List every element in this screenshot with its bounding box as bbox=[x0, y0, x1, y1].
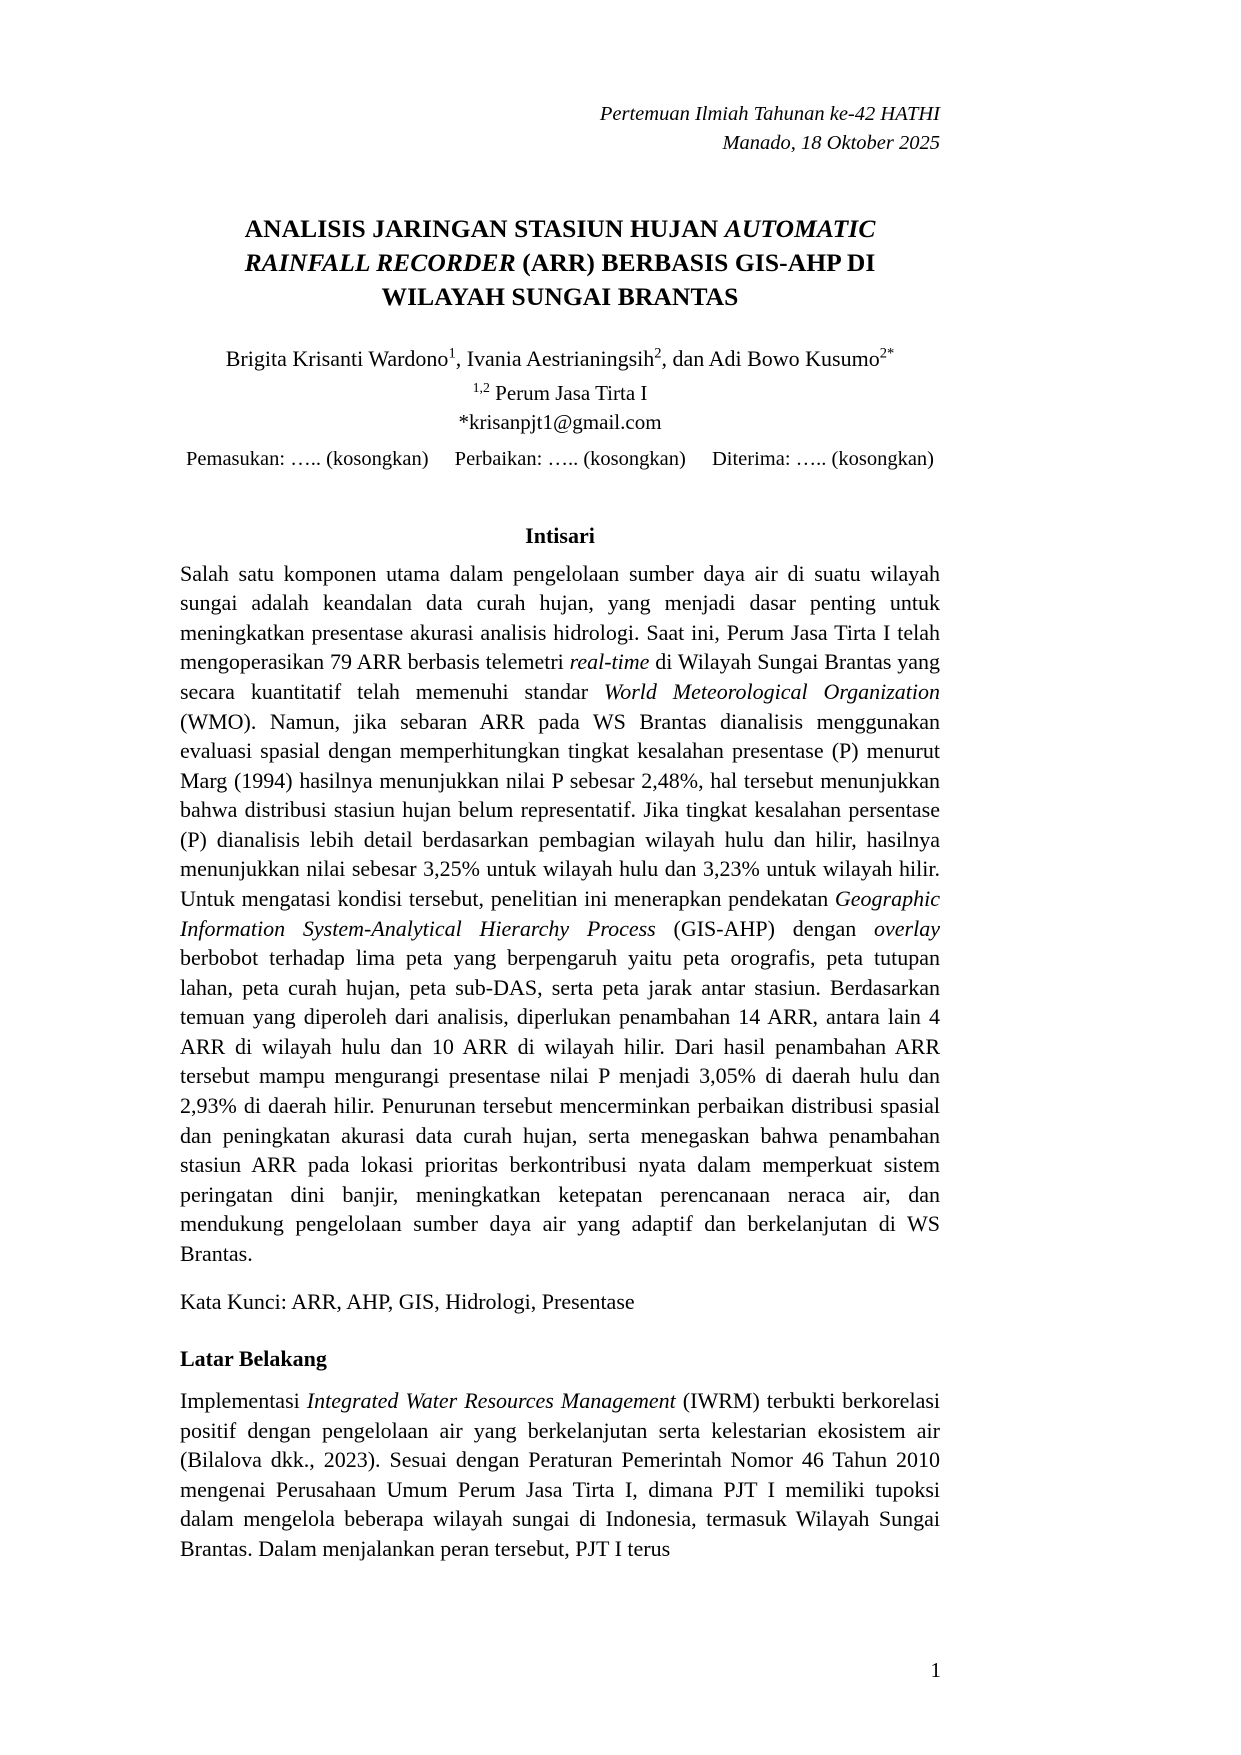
submission-pemasukan: Pemasukan: ….. (kosongkan) bbox=[186, 447, 429, 470]
background-italic-iwrm: Integrated Water Resources Management bbox=[306, 1388, 676, 1414]
abstract-italic-real-time: real-time bbox=[569, 649, 650, 675]
abstract-paragraph bbox=[180, 559, 940, 1269]
page-title bbox=[180, 212, 940, 314]
background-text-a: Implementasi bbox=[180, 1388, 307, 1414]
page-content bbox=[180, 100, 940, 1564]
affiliation-text: Perum Jasa Tirta I bbox=[489, 381, 648, 406]
abstract-italic-overlay: overlay bbox=[874, 915, 940, 941]
abstract-italic-wmo: World Meteorological Organization bbox=[603, 678, 941, 704]
running-header bbox=[180, 100, 940, 158]
abstract-text-b: di Wilayah Sungai Brantas yang secara kuantitatif telah memenuhi standar bbox=[180, 649, 941, 704]
author-name-2: Ivania Aestrianingsih bbox=[466, 345, 655, 371]
author-name-1: Brigita Krisanti Wardono bbox=[225, 345, 449, 371]
author-name-3: Adi Bowo Kusumo bbox=[708, 345, 880, 371]
author-sup-3: 2* bbox=[879, 345, 895, 362]
submission-diterima: Diterima: ….. (kosongkan) bbox=[711, 447, 934, 470]
submission-perbaikan: Perbaikan: ….. (kosongkan) bbox=[454, 447, 686, 470]
abstract-heading: Intisari bbox=[525, 522, 595, 548]
abstract-text-c: (WMO). Namun, jika sebaran ARR pada WS Brantas dianalisis menggunakan evaluasi spasial dengan memperhitungkan tingkat kesalahan presentase (P) menurut Marg (1994) hasilnya menunjukkan nilai P sebesar 2,48%, hal tersebut menunjukkan bahwa distribusi stasiun hujan belum representatif. Jika tingkat kesalahan persentase (P) dianalisis lebih detail berdasarkan pembagian wilayah hulu dan hilir, hasilnya menunjukkan nilai sebesar 3,25% untuk wilayah hulu dan 3,23% untuk wilayah hilir. Untuk mengatasi kondisi tersebut, penelitian ini menerapkan pendekatan bbox=[180, 708, 940, 912]
submission-dates-row bbox=[180, 448, 940, 471]
running-header-line-1: Pertemuan Ilmiah Tahunan ke-42 HATHI bbox=[599, 103, 940, 125]
page-number: 1 bbox=[930, 1658, 941, 1682]
title-italic-1: AUTOMATIC RAINFALL RECORDER bbox=[244, 214, 876, 278]
author-separator-2: , dan bbox=[661, 345, 709, 371]
background-text-b: (IWRM) terbukti berkorelasi positif dengan pengelolaan air yang berkelanjutan serta kelestarian ekosistem air (Bilalova dkk., 2023). Sesuai dengan Peraturan Pemerintah Nomor 46 Tahun 2010 mengenai Perusahaan Umum Perum Jasa Tirta I, dimana PJT I memiliki tupoksi dalam mengelola beberapa wilayah sungai di Indonesia, termasuk Wilayah Sungai Brantas. Dalam menjalankan peran tersebut, PJT I terus bbox=[180, 1388, 941, 1561]
author-list bbox=[180, 344, 940, 373]
corresponding-email: *krisanpjt1@gmail.com bbox=[458, 409, 662, 434]
keywords-line: Kata Kunci: ARR, AHP, GIS, Hidrologi, Presentase bbox=[180, 1288, 635, 1314]
author-separator-1: , bbox=[455, 345, 467, 371]
author-sup-1: 1 bbox=[448, 345, 456, 362]
abstract-italic-gis-ahp: Geographic Information System-Analytical Hierarchy Process bbox=[180, 886, 940, 941]
abstract-text-a: Salah satu komponen utama dalam pengelolaan sumber daya air di suatu wilayah sungai adalah keandalan data curah hujan, yang menjadi dasar penting untuk meningkatkan presentase akurasi analisis hidrologi. Saat ini, Perum Jasa Tirta I telah mengoperasikan 79 ARR berbasis telemetri bbox=[180, 560, 940, 675]
title-part-1: ANALISIS JARINGAN STASIUN HUJAN bbox=[244, 214, 725, 244]
abstract-text-e: berbobot terhadap lima peta yang berpengaruh yaitu peta orografis, peta tutupan lahan, peta curah hujan, peta sub-DAS, serta peta jarak antar stasiun. Berdasarkan temuan yang diperoleh dari analisis, diperlukan penambahan 14 ARR, antara lain 4 ARR di wilayah hulu dan 10 ARR di wilayah hilir. Dari hasil penambahan ARR tersebut mampu mengurangi presentase nilai P menjadi 3,05% di daerah hulu dan 2,93% di daerah hilir. Penurunan tersebut mencerminkan perbaikan distribusi spasial dan peningkatan akurasi data curah hujan, serta menegaskan bahwa penambahan stasiun ARR pada lokasi prioritas berkontribusi nyata dalam memperkuat sistem peringatan dini banjir, meningkatkan ketepatan perencanaan neraca air, dan mendukung pengelolaan sumber daya air yang adaptif dan berkelanjutan di WS Brantas. bbox=[180, 945, 940, 1266]
abstract-text-d: (GIS-AHP) dengan bbox=[655, 915, 875, 941]
title-part-2: (ARR) BERBASIS GIS-AHP DI WILAYAH SUNGAI BRANTAS bbox=[381, 248, 876, 312]
affiliation-sup: 1,2 bbox=[472, 380, 490, 396]
running-header-line-2: Manado, 18 Oktober 2025 bbox=[722, 132, 940, 155]
author-sup-2: 2 bbox=[654, 345, 662, 362]
background-heading: Latar Belakang bbox=[180, 1346, 327, 1372]
background-paragraph bbox=[180, 1386, 940, 1563]
author-affiliation bbox=[180, 379, 940, 407]
